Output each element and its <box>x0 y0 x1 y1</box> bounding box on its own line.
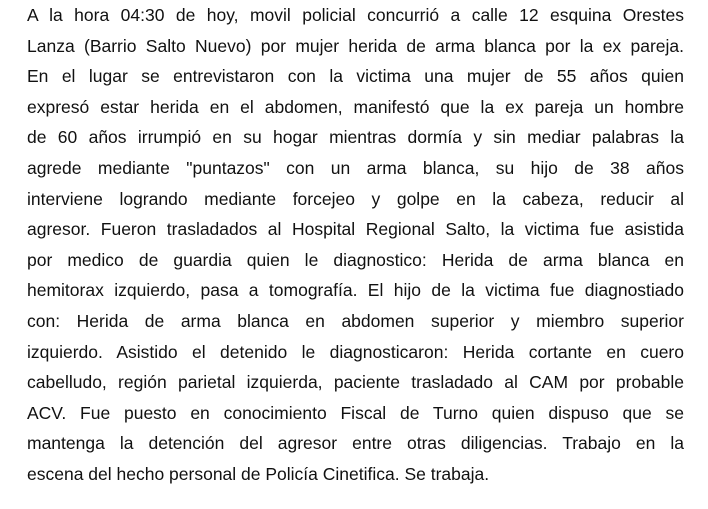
paragraph-line-14: ACV. Fue puesto en conocimiento Fiscal de Turno quien dispuso que se <box>27 402 684 423</box>
paragraph-line-13: cabelludo, región parietal izquierda, paciente trasladado al CAM por probable <box>27 372 684 393</box>
paragraph-line-3: En el lugar se entrevistaron con la victima una mujer de 55 años quien <box>27 66 684 87</box>
paragraph-line-11: con: Herida de arma blanca en abdomen superior y miembro superior <box>27 310 684 331</box>
paragraph-line-1: A la hora 04:30 de hoy, movil policial concurrió a calle 12 esquina Orestes <box>27 5 684 25</box>
paragraph-line-16: escena del hecho personal de Policía Cinetifica. Se trabaja. <box>27 463 490 484</box>
report-paragraph <box>27 0 684 490</box>
paragraph-line-5: de 60 años irrumpió en su hogar mientras dormía y sin mediar palabras la <box>27 127 684 148</box>
paragraph-line-10: hemitorax izquierdo, pasa a tomografía. El hijo de la victima fue diagnostiado <box>27 280 684 301</box>
paragraph-line-15: mantenga la detención del agresor entre otras diligencias. Trabajo en la <box>27 433 684 454</box>
paragraph-line-8: agresor. Fueron trasladados al Hospital Regional Salto, la victima fue asistida <box>27 219 684 240</box>
paragraph-line-6: agrede mediante "puntazos" con un arma blanca, su hijo de 38 años <box>27 157 684 178</box>
paragraph-line-4: expresó estar herida en el abdomen, manifestó que la ex pareja un hombre <box>27 96 684 117</box>
paragraph-line-9: por medico de guardia quien le diagnostico: Herida de arma blanca en <box>27 249 684 270</box>
paragraph-line-12: izquierdo. Asistido el detenido le diagnosticaron: Herida cortante en cuero <box>27 341 684 362</box>
paragraph-line-2: Lanza (Barrio Salto Nuevo) por mujer herida de arma blanca por la ex pareja. <box>27 35 684 56</box>
paragraph-line-7: interviene logrando mediante forcejeo y golpe en la cabeza, reducir al <box>27 188 684 209</box>
